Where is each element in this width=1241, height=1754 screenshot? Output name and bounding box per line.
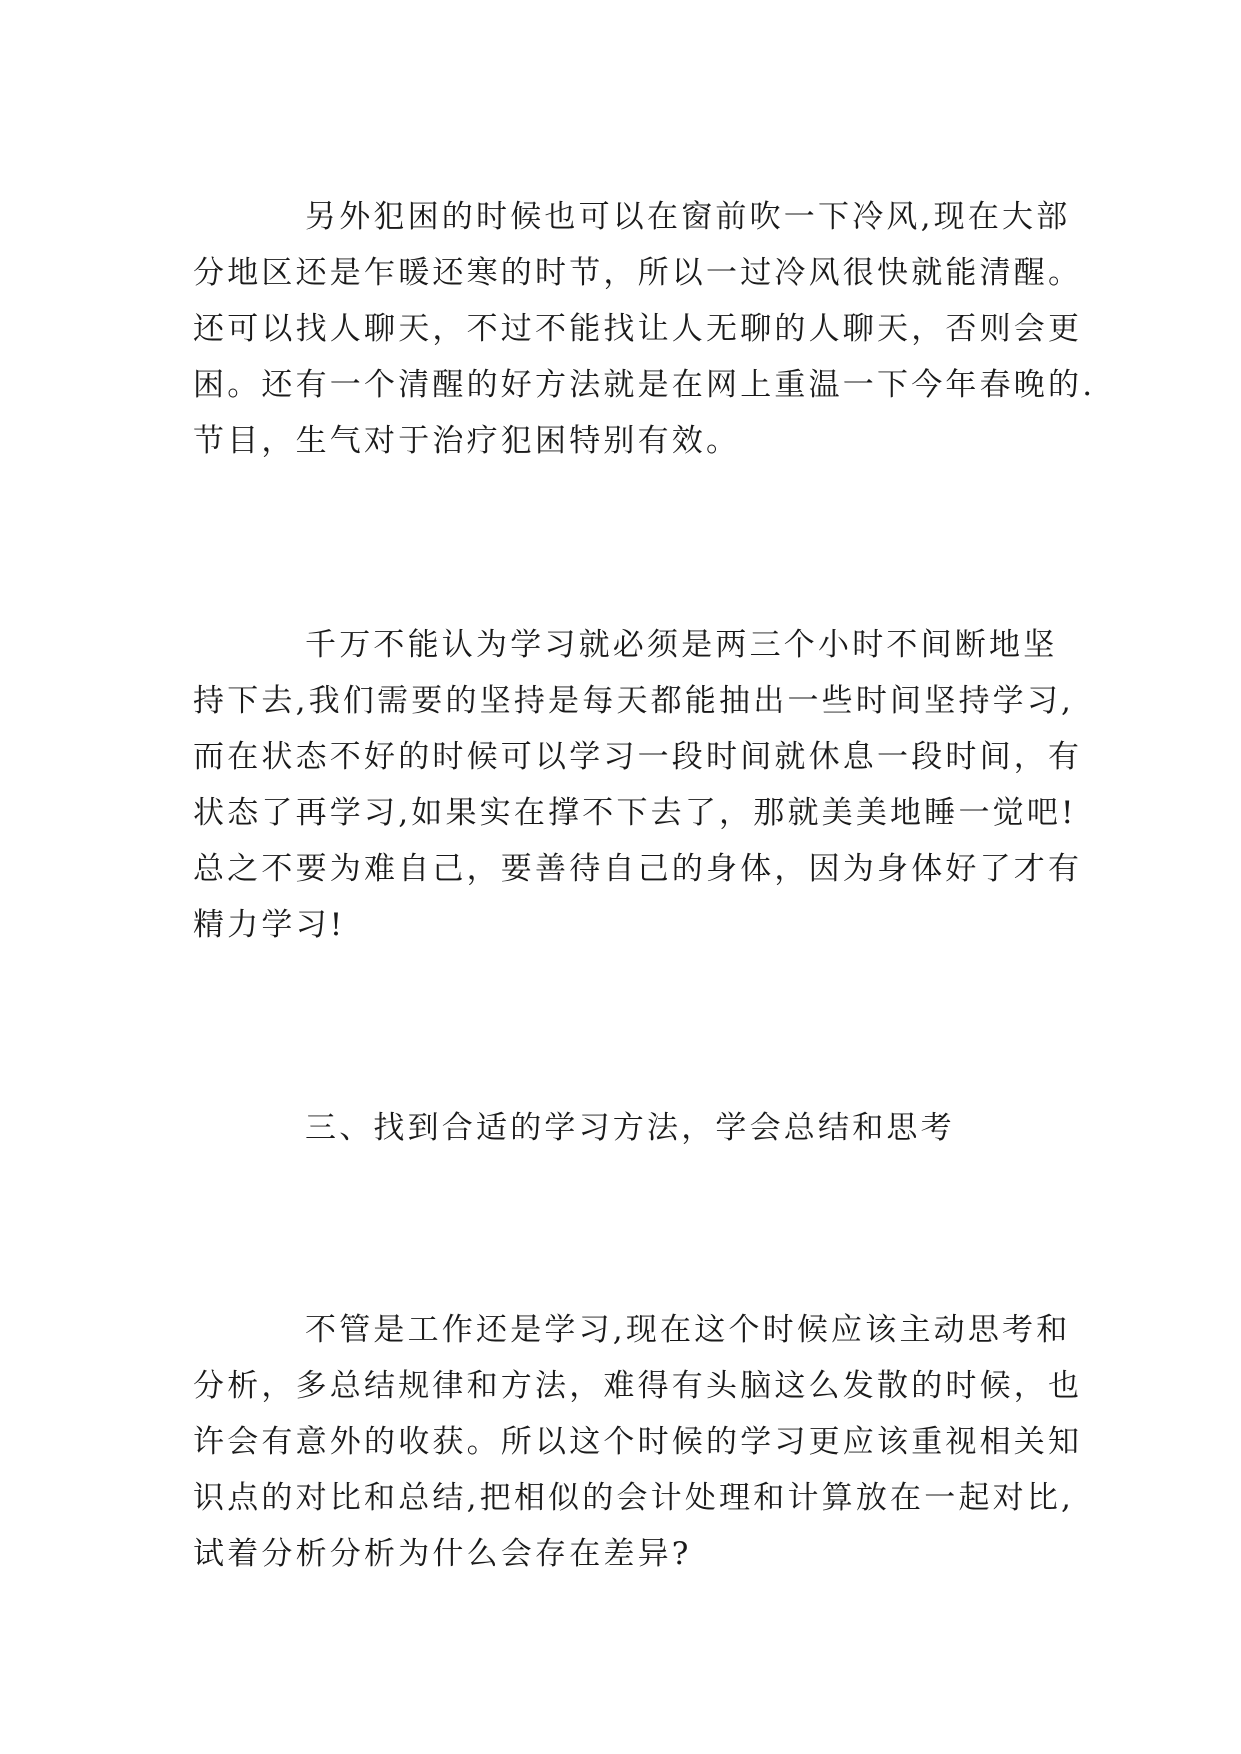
section-heading: 三、找到合适的学习方法，学会总结和思考 — [305, 1110, 955, 1146]
paragraph-3-line-3: 许会有意外的收获。所以这个时候的学习更应该重视相关知 — [193, 1424, 1083, 1460]
paragraph-3-line-5: 试着分析分析为什么会存在差异? — [193, 1536, 692, 1572]
paragraph-1-line-2: 分地区还是乍暖还寒的时节，所以一过冷风很快就能清醒。 — [193, 255, 1083, 291]
paragraph-2-line-4: 状态了再学习,如果实在撑不下去了，那就美美地睡一觉吧! — [193, 795, 1077, 831]
paragraph-1-line-1: 另外犯困的时候也可以在窗前吹一下冷风,现在大部 — [305, 199, 1071, 235]
paragraph-1-line-4: 困。还有一个清醒的好方法就是在网上重温一下今年春晚的. — [193, 367, 1096, 403]
paragraph-2-line-2: 持下去,我们需要的坚持是每天都能抽出一些时间坚持学习, — [193, 683, 1075, 719]
paragraph-2-line-1: 千万不能认为学习就必须是两三个小时不间断地坚 — [305, 627, 1058, 663]
paragraph-3-line-2: 分析，多总结规律和方法，难得有头脑这么发散的时候，也 — [193, 1368, 1083, 1404]
paragraph-2-line-5: 总之不要为难自己，要善待自己的身体，因为身体好了才有 — [193, 851, 1083, 887]
paragraph-1-line-3: 还可以找人聊天，不过不能找让人无聊的人聊天，否则会更 — [193, 311, 1083, 347]
paragraph-2-line-6: 精力学习! — [193, 907, 346, 943]
paragraph-2-line-3: 而在状态不好的时候可以学习一段时间就休息一段时间，有 — [193, 739, 1083, 775]
paragraph-1-line-5: 节目，生气对于治疗犯困特别有效。 — [193, 423, 741, 459]
paragraph-3-line-4: 识点的对比和总结,把相似的会计处理和计算放在一起对比, — [193, 1480, 1075, 1516]
paragraph-3-line-1: 不管是工作还是学习,现在这个时候应该主动思考和 — [305, 1312, 1071, 1348]
